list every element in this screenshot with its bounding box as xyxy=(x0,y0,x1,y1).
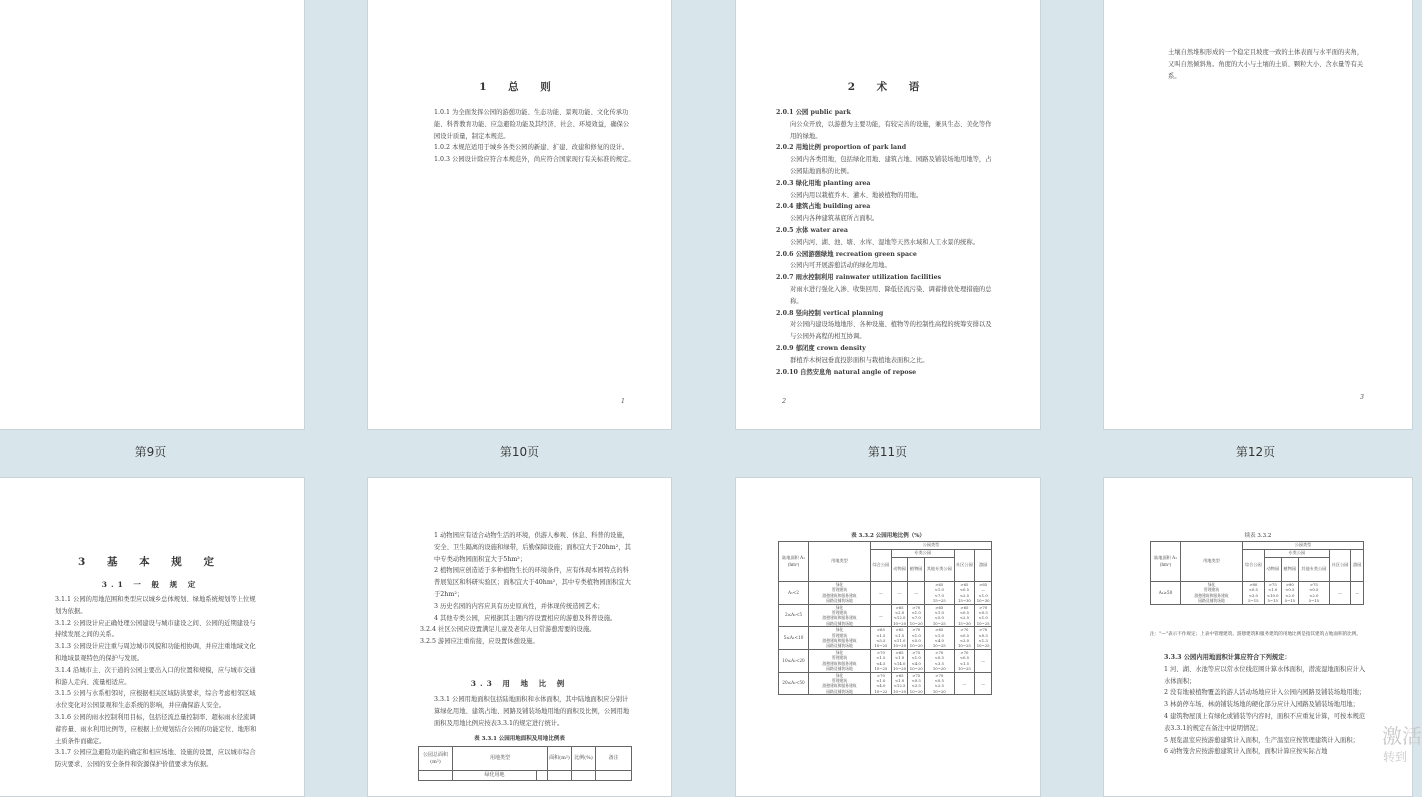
activation-watermark-sub: 转到 xyxy=(1383,750,1408,764)
table-cell xyxy=(537,771,548,781)
page-9[interactable] xyxy=(0,0,305,430)
table-cell: — xyxy=(975,672,992,695)
term-text: 公园内可开展游憩活动的绿化用地。 xyxy=(790,262,891,270)
table-cell: — xyxy=(975,649,992,672)
page-body xyxy=(41,594,257,771)
page-body xyxy=(420,530,634,648)
table-header: 专类公园 xyxy=(1264,550,1329,558)
table-cell: >75 <1.0 <10.0 5~15 xyxy=(1264,582,1281,605)
page-10[interactable] xyxy=(367,0,672,430)
page-title: 1 总 则 xyxy=(479,81,560,93)
table-cell: — xyxy=(908,582,925,605)
table-cell: >65 — <1.0 10~30 xyxy=(976,582,990,604)
clause: 1 河、湖、水池等应以常水位线范围计算水体面积，潜流湿地面积应计入水体面积； xyxy=(1164,665,1366,685)
table-header: 用地类型 xyxy=(809,542,871,582)
table-cell: >65 <0.5 <2.5 15~30 xyxy=(954,604,975,627)
table-cell: >65 <2.0 <12.0 10~20 xyxy=(893,604,906,626)
table-caption: 表 3.3.1 公园用地面积及用地比例表 xyxy=(474,736,565,742)
table-cell: >65 <1.0 <4.0 10~25 xyxy=(925,627,955,650)
table-header: 植物园 xyxy=(1281,558,1298,582)
table-cell: 绿化 管理建筑 游憩建筑和服务建筑 园路及铺装场地 xyxy=(809,649,871,672)
table-cell: >80 <0.5 <3.0 5~15 xyxy=(1243,582,1265,605)
table-header: 动物园 xyxy=(891,558,908,582)
table-cell: 5≤A₁<10 xyxy=(779,627,809,650)
table-cell: — xyxy=(871,604,892,627)
table-header: 其他专类公园 xyxy=(1298,558,1329,582)
table-cell: 20≤A₁<50 xyxy=(779,672,809,695)
table-header: 公园总面积(m²) xyxy=(419,747,453,771)
clause: 3.1.2 公园设计应正确处理公园建设与城市建设之间、公园的近期建设与持续发展之间的关系。 xyxy=(55,619,256,639)
term-text: 向公众开放，以游憩为主要功能，有较完善的设施，兼具生态、美化等作用的绿地。 xyxy=(790,120,992,140)
table-cell: >70 <0.5 <2.5 10~20 xyxy=(925,672,955,695)
table-note: 注："—"表示不作规定；上表中管理建筑、游憩建筑和服务建筑的用地比例是指其建筑占地面积的比例。 xyxy=(1150,632,1361,637)
table-cell: >75 <0.5 <2.0 5~15 xyxy=(1298,582,1329,605)
term-text: 对公园内建设场地地形、各种设施、植物等的控制性高程的统筹安排以及与公园外高程的相互协调。 xyxy=(790,321,992,341)
clause: 5 展览温室应按游憩建筑计入面积，生产温室应按管理建筑计入面积； xyxy=(1164,736,1359,744)
table-header: 面积(m²) xyxy=(548,747,572,771)
clause: 4 建筑物屋顶上有绿化或铺装等内容时，面积不应重复计算，可按本规范表3.3.1的规定在备注中说明情况； xyxy=(1164,712,1366,732)
page-number: 2 xyxy=(782,397,787,405)
clause: 2 没有地被植物覆盖的游人活动场地应计入公园内园路及铺装场地用地； xyxy=(1164,689,1366,697)
page-13[interactable] xyxy=(0,477,305,797)
table-row xyxy=(779,649,992,672)
table-cell xyxy=(596,771,632,781)
table-header: 综合公园 xyxy=(1243,550,1265,582)
table-cell: A₁<2 xyxy=(779,582,809,605)
term-heading: 2.0.3 绿化用地 planting area xyxy=(776,179,871,187)
page-title: 2 术 语 xyxy=(847,81,929,93)
clause: 3.3.1 公园用地面积包括陆地面积和水体面积，其中陆地面积应分别计算绿化用地、建筑占地、园路及铺装场地用地的面积及比例，公园用地面积及用地比例应按表3.3.1的规定进行统计。 xyxy=(434,696,630,727)
term-heading: 2.0.6 公园游憩绿地 recreation green space xyxy=(776,250,917,258)
clause: 3.1.1 公园的用地范围和类型应以城乡总体规划、绿地系统规划等上位规划为依据。 xyxy=(55,596,256,615)
page-15[interactable] xyxy=(735,477,1041,797)
table-cell: 2≤A₁<5 xyxy=(779,604,809,627)
land-ratio-table xyxy=(778,541,992,695)
page-body xyxy=(1154,47,1368,82)
term-text: 对雨水进行强化入渗、收集回用、降低径流污染、调蓄排放处理措施的总称。 xyxy=(790,285,992,305)
table-header: 社区公园 xyxy=(1329,550,1351,582)
table-cell: >70 <1.0 <5.0 10~20 xyxy=(909,627,923,649)
table-cell: 绿化 管理建筑 游憩建筑和服务建筑 园路及铺装场地 xyxy=(809,604,871,627)
table-row xyxy=(779,582,992,605)
clause: 2 植物园应创造适于多种植物生长的环境条件，应有体现本园特点的科普展览区和科研实验区；面积宜大于40hm²，其中专类植物园面积宜大于2hm²； xyxy=(434,567,631,598)
clause: 3 历史名园的内容应具有历史原真性，并体现传统造园艺术； xyxy=(434,602,604,610)
page-12[interactable] xyxy=(1103,0,1413,430)
table-cell: >75 <1.0 <4.0 10~20 xyxy=(909,649,923,672)
table-header: 游园 xyxy=(975,550,992,582)
table-header: 其他专类公园 xyxy=(925,558,955,582)
page-body xyxy=(1150,652,1366,758)
page-number: 3 xyxy=(1359,393,1364,401)
land-area-table xyxy=(418,746,632,781)
table-cell: 绿化 管理建筑 游憩建筑和服务建筑 园路及铺装场地 xyxy=(809,582,871,605)
table-header: 公园类型 xyxy=(1243,542,1364,550)
table-cell: 绿化 管理建筑 游憩建筑和服务建筑 园路及铺装场地 xyxy=(1181,582,1243,605)
term-text: 群植乔木树冠垂直投影面积与栽植地表面积之比。 xyxy=(790,356,929,364)
table-cell: >65 <0.5 <2.5 15~30 xyxy=(954,582,975,605)
table-row xyxy=(779,604,992,627)
clause: 4 其他专类公园，应根据其主题内容设置相应的游憩及科普设施。 xyxy=(434,614,617,622)
clause: 6 动物笼舍应按游憩建筑计入面积，面积计算应按实际占地 xyxy=(1164,748,1328,756)
section-title: 3.1 一 般 规 定 xyxy=(101,580,200,589)
activation-watermark: 激活 xyxy=(1382,724,1422,748)
clause: 1.0.2 本规范适用于城乡各类公园的新建、扩建、改建和修复的设计。 xyxy=(434,144,629,152)
page-11[interactable] xyxy=(735,0,1041,430)
clause: 1 动物园应有适合动物生活的环境，供游人参观、休息、科普的设施，安全、卫生隔离的设施和绿带，后勤保障设施；面积宜大于20hm²，其中专类动物园面积宜大于5hm²； xyxy=(434,532,631,563)
table-cell: >70 <0.5 <3.5 10~20 xyxy=(925,649,955,672)
table-cell: 绿化 管理建筑 游憩建筑和服务建筑 园路及铺装场地 xyxy=(809,627,871,650)
term-heading: 2.0.10 自然安息角 natural angle of repose xyxy=(776,368,917,376)
table-cell: >70 <0.3 <1.3 10~25 xyxy=(976,627,990,649)
table-cell: >65 <1.0 <7.0 15~25 xyxy=(925,582,955,605)
table-body xyxy=(1151,582,1364,605)
table-header: 陆地面积 A₁ (hm²) xyxy=(779,542,809,582)
page-number: 1 xyxy=(620,397,625,405)
table-header: 比例(%) xyxy=(572,747,596,771)
table-header: 专类公园 xyxy=(891,550,954,558)
page-16[interactable] xyxy=(1103,477,1413,797)
section-title: 3.3 用 地 比 例 xyxy=(470,679,569,688)
table-header: 植物园 xyxy=(908,558,925,582)
page-14[interactable] xyxy=(367,477,672,797)
table-cell: — xyxy=(1329,582,1351,605)
table-header: 陆地面积 A₁ (hm²) xyxy=(1151,542,1181,582)
table-cell: >70 <0.5 <1.0 10~25 xyxy=(976,604,990,626)
table-cell: — xyxy=(871,582,892,605)
table-body xyxy=(779,582,992,695)
clause: 3.1.5 公园与水系相邻时，应根据相关区域防洪要求，综合考虑相邻区域水位变化对公园景观和生态系统的影响，并应确保游人安全。 xyxy=(55,690,256,710)
table-header: 公园类型 xyxy=(871,542,992,550)
term-heading: 2.0.1 公园 public park xyxy=(776,109,851,116)
clause: 3.1.6 公园的雨水控制利用目标，包括径流总量控制率、超标雨水径流调蓄容量、雨水利用比例等，应根据上位规划结合公园的功能定位、地形和土质条件而确定。 xyxy=(55,713,257,745)
page-title: 3 基 本 规 定 xyxy=(78,556,223,568)
table-cell xyxy=(548,771,572,781)
clause: 3.3.3 公园内用地面积计算应符合下列规定： xyxy=(1164,654,1291,661)
table-header: 动物园 xyxy=(1264,558,1281,582)
page-label-11: 第11页 xyxy=(867,445,908,459)
term-text: 公园内各类用地，包括绿化用地、建筑占地、园路及铺装场地用地等，占公园陆地面积的比例。 xyxy=(790,156,992,175)
table-header: 用地类型 xyxy=(453,747,548,771)
table-header: 社区公园 xyxy=(954,550,975,582)
page-body-2 xyxy=(420,694,634,729)
table-cell: >80 <0.5 <2.0 5~15 xyxy=(1281,582,1298,605)
table-cell: >70 <1.0 <4.0 10~22 xyxy=(871,672,892,695)
table-header: 用地类型 xyxy=(1181,542,1243,582)
table-row xyxy=(779,672,992,695)
land-ratio-table-continued xyxy=(1150,541,1364,605)
clause: 3.2.4 社区公园应设置满足儿童及老年人日常游憩需要的设施。 xyxy=(420,626,596,634)
clause: 1.0.1 为全面发挥公园的游憩功能、生态功能、景观功能、文化传承功能、科普教育功能、应急避险功能及其经济、社会、环境效益，确保公园设计质量，制定本规范。 xyxy=(434,109,630,140)
term-text: 土壤自然堆积形成的一个稳定且坡度一致的土体表面与水平面的夹角，又叫自然倾斜角。角度的大小与土壤的土质、颗粒大小、含水量等有关系。 xyxy=(1168,49,1364,80)
table-cell: >70 <1.0 <7.0 10~20 xyxy=(909,604,923,626)
clause: 3.2.5 游园应注重衔接，应设置休憩设施。 xyxy=(420,638,539,646)
table-header: 游园 xyxy=(1351,550,1364,582)
page-label-12: 第12页 xyxy=(1235,445,1276,459)
table-cell: 绿化用地 xyxy=(453,771,537,781)
table-cell: >65 <1.0 <5.0 10~25 xyxy=(925,604,955,627)
term-text: 公园内各种建筑基底所占面积。 xyxy=(790,215,879,223)
table-cell xyxy=(572,771,596,781)
table-header: 备注 xyxy=(596,747,632,771)
clause: 3.1.4 沿城市主、次干道的公园主要出入口的位置和规模，应与城市交通和游人走向、流量相适应。 xyxy=(55,666,256,686)
page-label-9: 第9页 xyxy=(134,445,167,459)
term-heading: 2.0.8 竖向控制 vertical planning xyxy=(776,309,884,317)
term-heading: 2.0.2 用地比例 proportion of park land xyxy=(776,144,907,152)
clause: 1.0.3 公园设计除应符合本规范外，尚应符合国家现行有关标准的规定。 xyxy=(434,156,635,164)
table-cell: >65 <1.0 <14.0 10~20 xyxy=(893,649,906,672)
term-text: 公园内用以栽植乔木、灌木、地被植物的用地。 xyxy=(790,191,923,199)
table-cell: >70 <0.5 <1.5 10~25 xyxy=(954,649,975,672)
table-cell: >65 <1.5 <5.5 10~25 xyxy=(871,627,892,650)
table-row xyxy=(779,627,992,650)
table-cell: — xyxy=(954,672,975,695)
table-cell: — xyxy=(1351,582,1364,605)
table-cell: A₁≥50 xyxy=(1151,582,1181,605)
term-heading: 2.0.7 雨水控制利用 rainwater utilization facilities xyxy=(776,274,942,282)
table-caption: 续表 3.3.2 xyxy=(1244,533,1272,539)
term-heading: 2.0.5 水体 water area xyxy=(776,226,848,234)
clause: 3.1.3 公园设计应注重与周边城市风貌和功能相协调，并应注重地域文化和地域景观特色的保护与发展。 xyxy=(55,643,256,662)
table-cell: >65 <1.0 <12.5 10~20 xyxy=(893,672,906,694)
table-cell: >75 <0.5 <3.5 10~20 xyxy=(909,672,923,694)
page-label-10: 第10页 xyxy=(499,445,540,459)
table-cell: >65 <1.5 <11.0 10~20 xyxy=(893,627,906,649)
table-caption: 表 3.3.2 公园用地比例（%） xyxy=(851,533,925,539)
table-row xyxy=(1151,582,1364,605)
clause: 3 林荫停车场、林荫铺装场地的硬化部分应计入园路及铺装场地用地； xyxy=(1164,701,1359,709)
page-body xyxy=(776,107,994,378)
table-cell: 10≤A₁<20 xyxy=(779,649,809,672)
term-text: 公园内河、湖、池、塘、水库、湿地等天然水域和人工水景的统称。 xyxy=(790,238,979,246)
table-cell: 绿化 管理建筑 游憩建筑和服务建筑 园路及铺装场地 xyxy=(809,672,871,695)
page-body xyxy=(420,107,635,166)
table-header: 综合公园 xyxy=(871,550,892,582)
table-cell: >70 <0.5 <2.0 10~25 xyxy=(954,627,975,650)
term-heading: 2.0.9 郁闭度 crown density xyxy=(776,344,866,352)
table-cell: >70 <1.5 <4.5 10~25 xyxy=(871,649,892,672)
clause: 3.1.7 公园应急避险功能的确定和相应场地、设施的设置，应以城市综合防灾要求、公园的安全条件和资源保护价值要求为依据。 xyxy=(55,749,256,769)
term-heading: 2.0.4 建筑占地 building area xyxy=(776,203,871,211)
table-cell xyxy=(419,771,453,781)
table-cell: — xyxy=(891,582,908,605)
